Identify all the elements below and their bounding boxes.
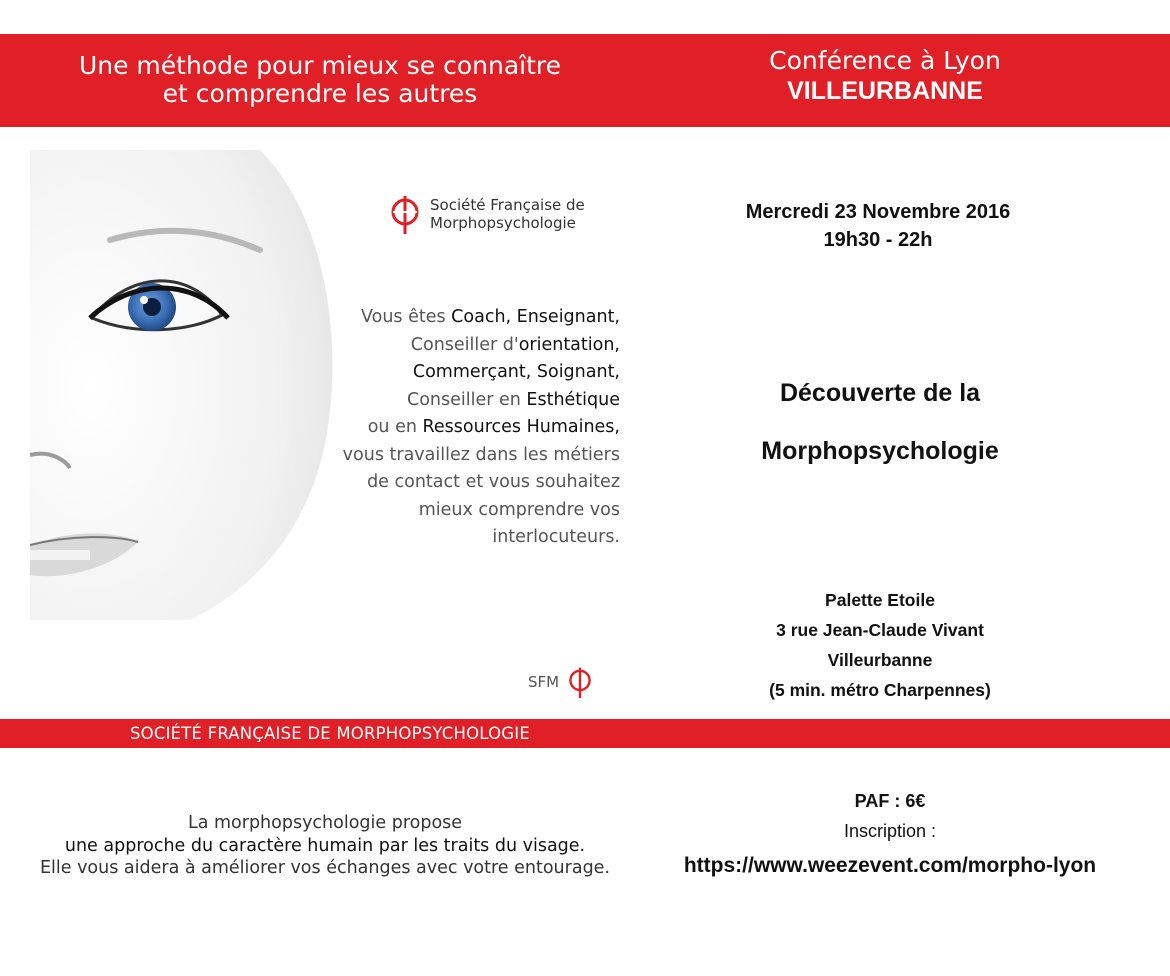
intro-line-3 — [300, 359, 620, 387]
event-title-line-2: Morphopsychologie — [761, 437, 999, 465]
venue-address: 3 rue Jean-Claude Vivant — [776, 620, 984, 640]
sfm-logo-name-line-2: Morphopsychologie — [430, 214, 576, 232]
intro-highlight: Coach, Enseignant, — [451, 307, 620, 327]
intro-line-5 — [300, 414, 620, 442]
intro-line-6: vous travaillez dans les métiers — [342, 444, 620, 465]
event-title-line-1: Découverte de la — [779, 379, 981, 407]
sfm-logo-icon — [390, 196, 420, 236]
audience-paragraph — [300, 304, 620, 552]
event-title — [700, 364, 1060, 480]
sfm-short-logo — [528, 666, 593, 698]
venue-name: Palette Etoile — [825, 590, 935, 610]
intro-text: Conseiller d' — [410, 334, 519, 355]
tagline-line-1: Une méthode pour mieux se connaître — [78, 51, 562, 80]
intro-line-8: mieux comprendre vos — [418, 499, 620, 520]
intro-line-4 — [300, 387, 620, 415]
pitch-line-2: une approche du caractère humain par les traits du visage. — [64, 835, 586, 856]
event-datetime — [700, 198, 1056, 254]
registration-label: Inscription : — [843, 821, 937, 841]
organization-band-label: SOCIÉTÉ FRANÇAISE DE MORPHOPSYCHOLOGIE — [130, 724, 530, 743]
sfm-logo-icon — [567, 666, 593, 698]
registration-info — [660, 788, 1120, 884]
intro-line-2 — [300, 332, 620, 360]
tagline-line-2: et comprendre les autres — [162, 79, 478, 108]
sfm-short-label: SFM — [528, 673, 560, 691]
venue-city: Villeurbanne — [827, 650, 933, 670]
intro-line-1 — [300, 304, 620, 332]
intro-highlight: orientation, — [518, 334, 620, 355]
intro-text: ou en — [367, 417, 423, 437]
intro-text: Vous êtes — [361, 307, 452, 327]
face-illustration — [30, 150, 340, 620]
conference-label: Conférence à Lyon — [769, 46, 1001, 75]
conference-heading — [700, 46, 1070, 106]
tagline — [40, 52, 600, 108]
venue-access: (5 min. métro Charpennes) — [769, 680, 991, 700]
event-venue — [700, 585, 1060, 705]
sfm-logo — [390, 196, 585, 236]
pitch-line-1: La morphopsychologie propose — [187, 813, 463, 833]
price-label: PAF : 6€ — [854, 791, 926, 811]
intro-line-9: interlocuteurs. — [492, 527, 620, 547]
event-date: Mercredi 23 Novembre 2016 — [745, 201, 1011, 223]
sfm-logo-name-line-1: Société Française de — [430, 196, 585, 214]
intro-highlight: Esthétique — [526, 389, 620, 410]
intro-line-7: de contact et vous souhaitez — [367, 472, 620, 492]
description-paragraph — [20, 812, 630, 880]
event-time: 19h30 - 22h — [823, 229, 933, 251]
conference-city: VILLEURBANNE — [787, 77, 983, 105]
intro-highlight: Ressources Humaines, — [422, 417, 620, 437]
registration-link[interactable]: https://www.weezevent.com/morpho-lyon — [683, 854, 1097, 877]
intro-highlight: Commerçant, Soignant, — [412, 362, 620, 382]
pitch-line-3: Elle vous aidera à améliorer vos échanges avec votre entourage. — [39, 858, 611, 878]
intro-text: Conseiller en — [406, 389, 527, 410]
sfm-logo-name — [430, 196, 585, 232]
